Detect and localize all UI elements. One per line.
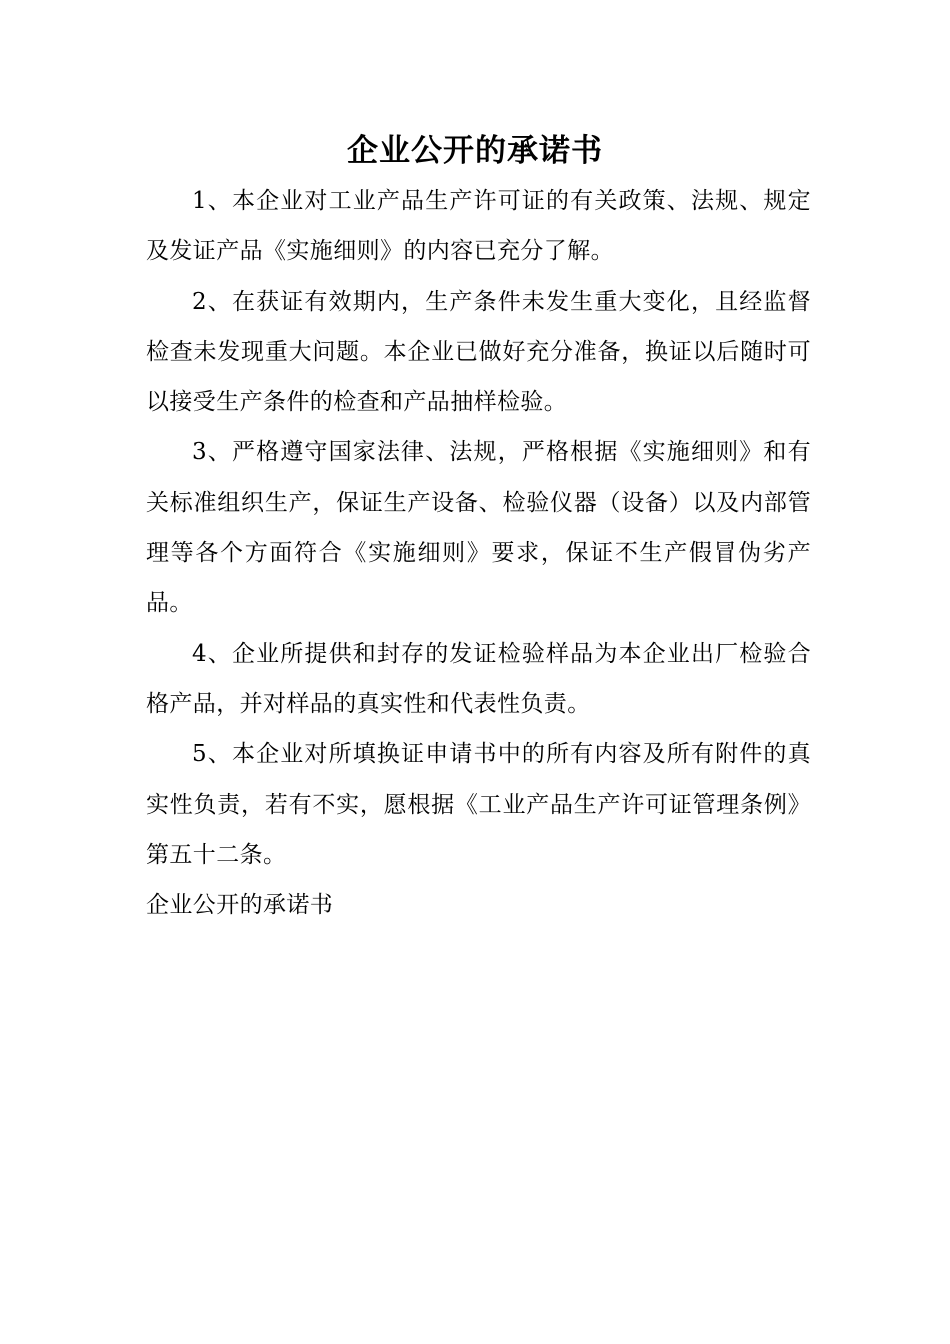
document-title: 企业公开的承诺书 <box>347 133 603 169</box>
commitment-paragraph-5: 5、本企业对所填换证申请书中的所有内容及所有附件的真实性负责，若有不实，愿根据《工业产品生产许可证管理条例》第五十二条。 <box>146 741 811 868</box>
commitment-paragraph-3: 3、严格遵守国家法律、法规，严格根据《实施细则》和有关标准组织生产，保证生产设备、检验仪器（设备）以及内部管理等各个方面符合《实施细则》要求，保证不生产假冒伪劣产品。 <box>146 439 811 617</box>
document-body <box>146 176 811 930</box>
commitment-paragraph-1: 1、本企业对工业产品生产许可证的有关政策、法规、规定及发证产品《实施细则》的内容已充分了解。 <box>146 188 811 265</box>
document-footer-title: 企业公开的承诺书 <box>146 892 334 919</box>
commitment-paragraph-4: 4、企业所提供和封存的发证检验样品为本企业出厂检验合格产品，并对样品的真实性和代表性负责。 <box>146 640 811 717</box>
commitment-paragraph-2: 2、在获证有效期内，生产条件未发生重大变化，且经监督检查未发现重大问题。本企业已做好充分准备，换证以后随时可以接受生产条件的检查和产品抽样检验。 <box>146 288 811 416</box>
